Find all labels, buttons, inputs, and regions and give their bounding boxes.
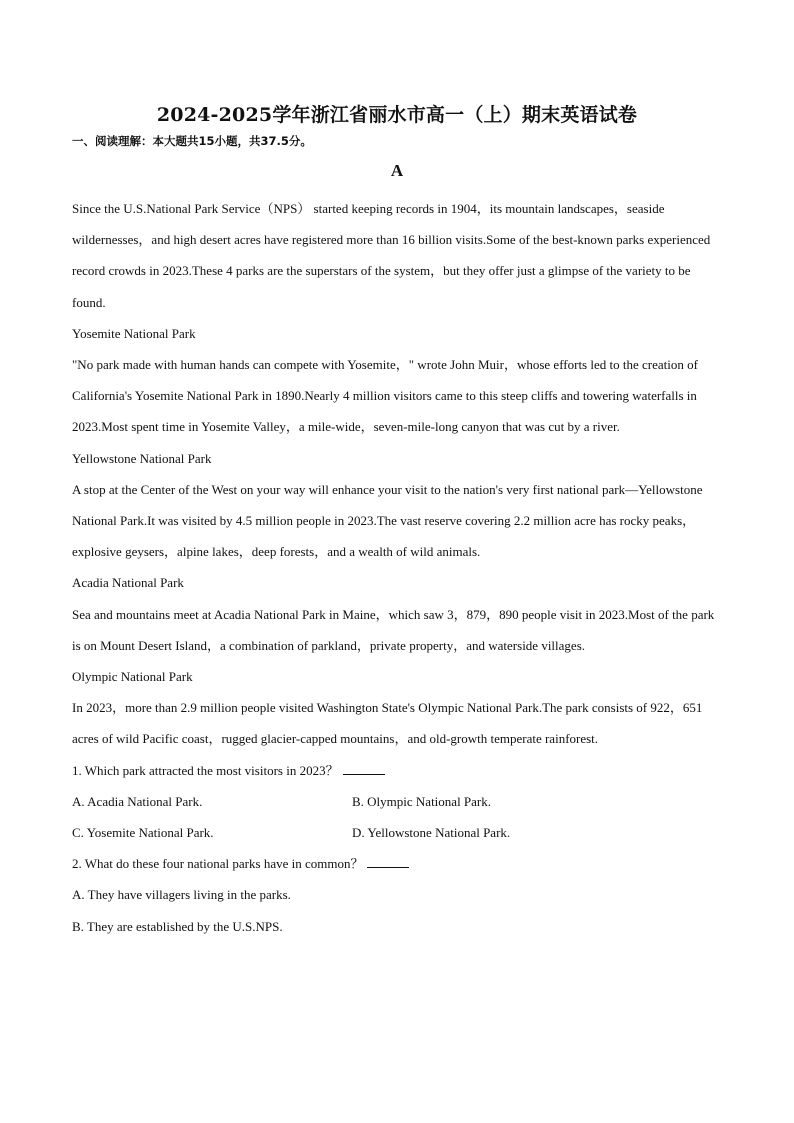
document-title: 2024-2025学年浙江省丽水市高一（上）期末英语试卷 bbox=[156, 104, 638, 126]
park-section-yosemite bbox=[72, 318, 722, 443]
park-heading: Acadia National Park bbox=[72, 575, 184, 591]
option-d[interactable]: D. Yellowstone National Park. bbox=[352, 825, 511, 841]
park-section-acadia bbox=[72, 567, 722, 661]
park-heading: Yellowstone National Park bbox=[72, 450, 212, 466]
option-c[interactable]: C. Yosemite National Park. bbox=[72, 825, 214, 841]
park-description: "No park made with human hands can compete with Yosemite，" wrote John Muir，whose efforts led to the creation of California's Yosemite National Park in 1890.Nearly 4 million visitors came to this steep cliffs and towering waterfalls in 2023.Most spent time in Yosemite Valley，a mile-wide，seven-mile-long canyon that was cut by a river. bbox=[72, 357, 698, 435]
park-heading: Olympic National Park bbox=[72, 669, 193, 685]
question-stem: 2. What do these four national parks have in common？ bbox=[72, 856, 364, 872]
question-1 bbox=[72, 755, 722, 849]
park-description: A stop at the Center of the West on your way will enhance your visit to the nation's very first national park—Yellowstone National Park.It was visited by 4.5 million people in 2023.The vast reserve covering 2.2 million acre has rocky peaks，explosive geysers，alpine lakes，deep forests，and a wealth of wild animals. bbox=[72, 481, 703, 560]
park-heading: Yosemite National Park bbox=[72, 325, 196, 341]
park-description: Sea and mountains meet at Acadia National Park in Maine，which saw 3，879，890 people visit in 2023.Most of the park is on Mount Desert Island，a combination of parkland，private property，and waterside villages. bbox=[72, 606, 715, 653]
section-heading: 一、阅读理解：本大题共15小题，共37.5分。 bbox=[72, 134, 312, 148]
option-b[interactable]: B. Olympic National Park. bbox=[352, 793, 492, 809]
question-2 bbox=[72, 848, 722, 942]
answer-blank[interactable] bbox=[367, 857, 409, 868]
park-description: In 2023，more than 2.9 million people visited Washington State's Olympic National Park.The park consists of 922，651 acres of wild Pacific coast，rugged glacier-capped mountains，and old-growth temperate rainforest. bbox=[72, 700, 703, 747]
option-a[interactable]: A. Acadia National Park. bbox=[72, 793, 203, 809]
answer-blank[interactable] bbox=[343, 764, 385, 775]
park-section-yellowstone bbox=[72, 443, 722, 568]
passage-label: A bbox=[390, 161, 404, 180]
option-b[interactable]: B. They are established by the U.S.NPS. bbox=[72, 918, 283, 934]
option-a[interactable]: A. They have villagers living in the parks. bbox=[72, 887, 291, 903]
options-grid bbox=[72, 786, 722, 848]
passage-intro: Since the U.S.National Park Service（NPS） started keeping records in 1904，its mountain landscapes，seaside wildernesses，and high desert acres have registered more than 16 billion visits.Some of the best-known parks experienced record crowds in 2023.These 4 parks are the superstars of the system，but they offer just a glimpse of the variety to be found. bbox=[72, 201, 711, 310]
question-stem: 1. Which park attracted the most visitors in 2023？ bbox=[72, 762, 339, 778]
park-section-olympic bbox=[72, 661, 722, 755]
